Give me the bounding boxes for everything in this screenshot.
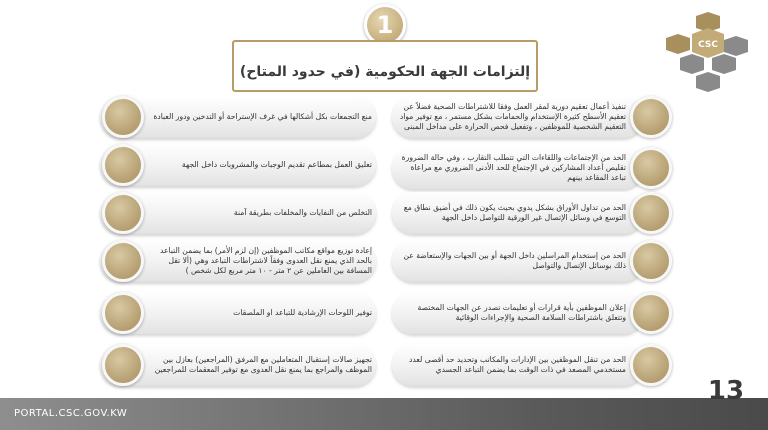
- bullet-circle-icon: [630, 344, 672, 386]
- bullet-circle-icon: [630, 96, 672, 138]
- obligation-item-right-5: [392, 292, 674, 334]
- bullet-circle-icon: [630, 192, 672, 234]
- obligation-text: الحد من تداول الأوراق بشكل يدوي بحيث يكون ذلك في أضيق نطاق مع التوسع في وسائل الإتصال غير الورقية للتواصل داخل الجهة: [403, 203, 626, 222]
- page-title: إلتزامات الجهة الحكومية (في حدود المتاح): [239, 64, 531, 80]
- csc-logo-icon: [662, 12, 754, 94]
- bullet-circle-icon: [102, 292, 144, 334]
- bullet-circle-icon: [102, 192, 144, 234]
- page-number: 13: [707, 376, 745, 406]
- obligation-text: إعادة توزيع مواقع مكاتب الموظفين (إن لزم الأمر) بما يضمن التباعد بالحد الذي يمنع نقل العدوى وفقاً لاشتراطات التباعد وهي (ألا تقل المسافة بين العاملين عن ٢ متر - ١٠ متر مربع لكل شخص ): [160, 246, 372, 275]
- bullet-circle-icon: [630, 240, 672, 282]
- logo-text: CSC: [698, 40, 718, 50]
- obligation-text: تنفيذ أعمال تعقيم دورية لمقر العمل وفقا للاشتراطات الصحية فضلاً عن تعقيم الأسطح كثيرة الإستخدام والحمامات بشكل مستمر ، مع توفير مواد التعقيم الشخصية للموظفين ، وتفعيل فحص الحرارة على مداخل المبنى: [399, 102, 626, 131]
- obligation-item-right-1: [392, 96, 674, 138]
- footer-bar: [0, 398, 768, 430]
- title-box: [232, 40, 538, 92]
- obligation-item-right-2: [392, 147, 674, 189]
- obligation-text: الحد من الإجتماعات واللقاءات التي تتطلب التقارب ، وفي حالة الضرورة تقليص أعداد المشاركين في الإجتماع للحد الأدنى الضروري مع مراعاة تباعد المقاعد بينهم: [401, 153, 626, 182]
- obligation-text: الحد من إستخدام المراسلين داخل الجهة أو بين الجهات والإستعاضة عن ذلك بوسائل الإتصال والتواصل: [403, 251, 626, 270]
- obligation-item-left-2: [0, 144, 380, 186]
- section-number: 1: [376, 11, 394, 39]
- obligation-item-left-3: [0, 192, 380, 234]
- bullet-circle-icon: [630, 147, 672, 189]
- obligation-text: منع التجمعات بكل أشكالها في غرف الإستراحة أو التدخين ودور العبادة: [153, 112, 372, 121]
- obligation-item-right-4: [392, 240, 674, 282]
- obligation-item-right-3: [392, 192, 674, 234]
- obligation-text: تجهيز صالات إستقبال المتعاملين مع المرفق (المراجعين) بعازل بين الموظف والمراجع بما يمنع نقل العدوى مع توفير المعقمات للمراجعين: [154, 355, 372, 374]
- bullet-circle-icon: [102, 144, 144, 186]
- bullet-circle-icon: [630, 292, 672, 334]
- obligation-item-left-4: [0, 240, 380, 282]
- obligation-item-left-6: [0, 344, 380, 386]
- obligation-text: تعليق العمل بمطاعم تقديم الوجبات والمشروبات داخل الجهة: [181, 160, 372, 169]
- bullet-circle-icon: [102, 96, 144, 138]
- obligation-text: توفير اللوحات الإرشادية للتباعد او الملصقات: [233, 308, 372, 317]
- obligation-text: الحد من تنقل الموظفين بين الإدارات والمكاتب وتحديد حد أقصى لعدد مستخدمي المصعد في ذات الوقت بما يضمن التباعد الجسدي: [408, 355, 626, 374]
- obligation-item-right-6: [392, 344, 674, 386]
- obligation-text: إعلان الموظفين بأية قرارات أو تعليمات تصدر عن الجهات المختصة وتتعلق باشتراطات السلامة الصحية والإجراءات الوقائية: [417, 303, 626, 322]
- obligation-item-left-5: [0, 292, 380, 334]
- bullet-circle-icon: [102, 240, 144, 282]
- bullet-circle-icon: [102, 344, 144, 386]
- obligation-item-left-1: [0, 96, 380, 138]
- portal-url: PORTAL.CSC.GOV.KW: [14, 408, 128, 419]
- obligation-text: التخلص من النفايات والمخلفات بطريقة آمنة: [233, 208, 372, 217]
